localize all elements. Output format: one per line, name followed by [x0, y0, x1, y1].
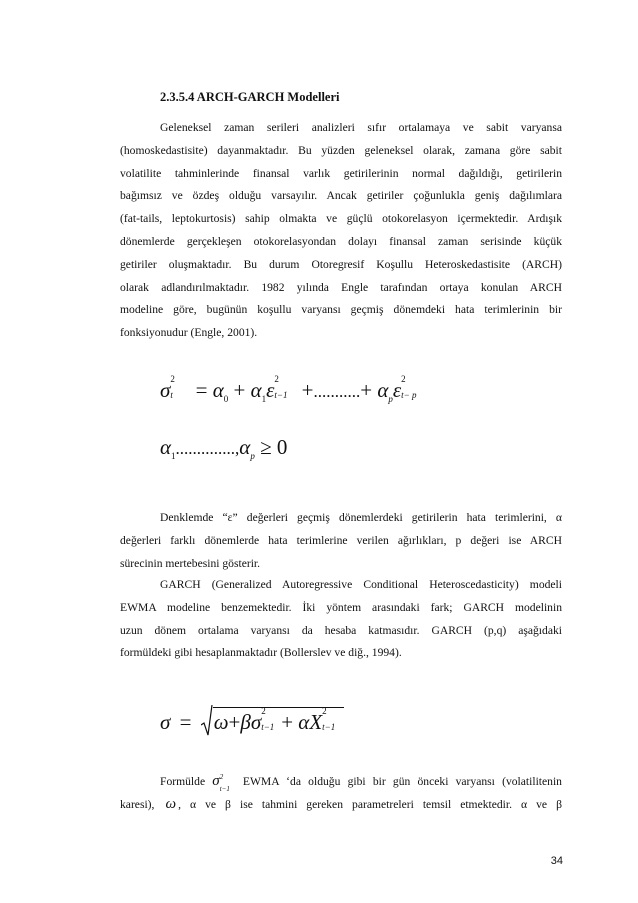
text-line: bağımsız ve özdeş olduğu varsayılır. Ancak getiriler çoğunlukla geniş dağılımlara: [120, 189, 562, 203]
text-line: volatilite tahminlerinde finansal varlık getirilerinin normal dağıldığı, getirilerin: [120, 166, 562, 180]
text-line: (fat-tails, leptokurtosis) sahip olmakta ve güçlü otokorelasyon içermektedir. Ardışık: [120, 212, 562, 226]
text-line: Denklemde “ε” değerleri geçmiş dönemlerdeki getirilerin hata terimlerini, α: [160, 511, 562, 524]
text-line: uzun dönem ortalama varyansı da hesaba katmasıdır. GARCH (p,q) aşağıdaki: [120, 623, 562, 637]
arch-parameter-constraint: $\alpha_1..............,\alpha_p \ge 0$: [160, 435, 288, 461]
paragraph-arch-intro: [120, 117, 562, 345]
text-line: (homoskedastisite) dayanmaktadır. Bu yüzden geleneksel olarak, zamana göre sabit: [120, 143, 562, 157]
text-line: GARCH (Generalized Autoregressive Conditional Heteroscedasticity) modeli: [160, 578, 562, 591]
paragraph-equation-explanation: [120, 507, 562, 575]
inline-sigma-term: σ 2 t−1: [212, 772, 230, 793]
text-line: sürecinin mertebesini gösterir.: [120, 556, 261, 570]
arch-variance-formula: σ 2 t = $\alpha_0 + \alpha_1\varepsilon$ 2 t−1 +...........+ $\alpha_p\varepsilon$ 2 t− p: [160, 374, 417, 404]
text-line: karesi), ω , α ve β ise tahmini gereken parametreleri temsil etmektedir. α ve β: [120, 795, 562, 812]
text-line: getiriler oluşmaktadır. Bu durum Otoregresif Koşullu Heteroskedastisite (ARCH): [120, 257, 562, 271]
text-line: formüldeki gibi hesaplanmaktadır (Bollerslev ve diğ., 1994).: [120, 646, 402, 660]
text-line: değerleri farklı dönemlerde hata terimlerine verilen ağırlıkları, p değeri ise ARCH: [120, 533, 562, 547]
text-line: olarak adlandırılmaktadır. 1982 yılında Engle tarafından ortaya konulan ARCH: [120, 280, 562, 294]
text-line: fonksiyonudur (Engle, 2001).: [120, 326, 258, 340]
paragraph-formula-explanation: [120, 770, 562, 816]
text-line: EWMA modeline benzemektedir. İki yöntem arasındaki fark; GARCH modelinin: [120, 600, 562, 614]
text-line: Geleneksel zaman serileri analizleri sıfır ortalamaya ve sabit varyansa: [160, 121, 562, 134]
square-root-sign: [201, 705, 213, 737]
section-heading: 2.3.5.4 ARCH-GARCH Modelleri: [160, 90, 340, 104]
text-line: dönemlerde gerçekleşen otokorelasyondan dolayı finansal zaman serisinde küçük: [120, 234, 562, 248]
text-line: Formülde σ 2 t−1 EWMA ‘da olduğu gibi bir gün önceki varyansı (volatilitenin: [160, 772, 562, 793]
radicand: ω+βσ 2 t−1 + αX 2 t−1: [213, 707, 344, 735]
text-line: modeline göre, bugünün koşullu varyansı geçmiş dönemdeki hata terimlerinin bir: [120, 303, 562, 317]
garch-volatility-formula: σ = ω+βσ 2 t−1 + αX 2 t−1: [160, 705, 344, 737]
paragraph-garch-intro: [120, 574, 562, 665]
page-number: 34: [550, 855, 563, 867]
